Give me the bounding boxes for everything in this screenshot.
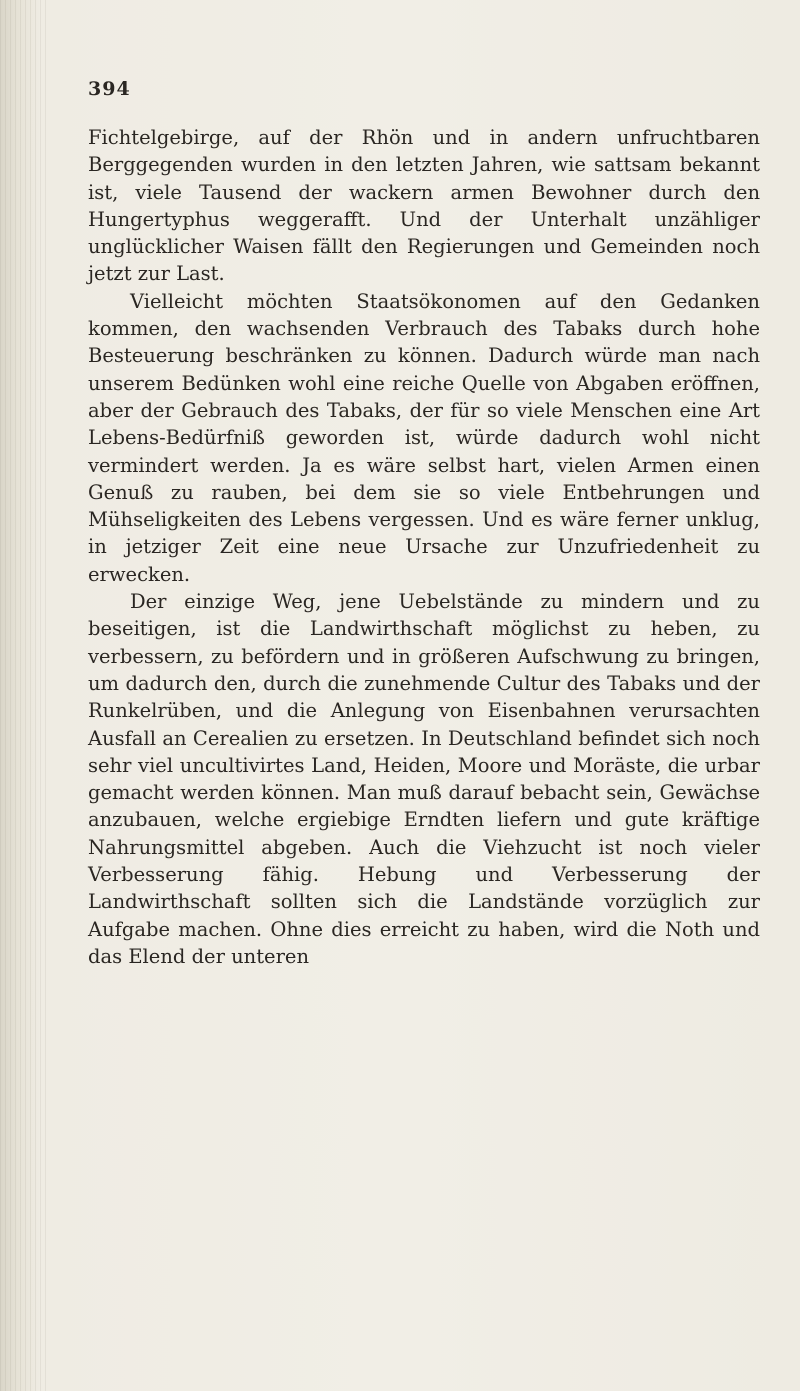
- paragraph-2: Vielleicht möchten Staatsökonomen auf den Gedanken kommen, den wachsenden Verbrauch des Tabaks durch hohe Besteuerung beschränken zu können. Dadurch würde man nach unserem Bedünken wohl eine reiche Quelle von Abgaben eröffnen, aber der Gebrauch des Tabaks, der für so viele Menschen eine Art Lebens-Bedürfniß geworden ist, würde dadurch wohl nicht vermindert werden. Ja es wäre selbst hart, vielen Armen einen Genuß zu rauben, bei dem sie so viele Entbehrungen und Mühseligkeiten des Lebens vergessen. Und es wäre ferner unklug, in jetziger Zeit eine neue Ursache zur Unzufriedenheit zu erwecken.: [88, 289, 760, 586]
- page-gutter: [0, 0, 46, 1391]
- paragraph-1: Fichtelgebirge, auf der Rhön und in andern unfruchtbaren Berggegenden wurden in den letzten Jahren, wie sattsam bekannt ist, viele Tausend der wackern armen Bewohner durch den Hungertyphus weggerafft. Und der Unterhalt unzähliger unglücklicher Waisen fällt den Regierungen und Gemeinden noch jetzt zur Last.: [88, 126, 760, 286]
- page-number: 394: [88, 78, 131, 100]
- paragraph-3: Der einzige Weg, jene Uebelstände zu mindern und zu beseitigen, ist die Landwirthschaft möglichst zu heben, zu verbessern, zu befördern und in größeren Aufschwung zu bringen, um dadurch den, durch die zunehmende Cultur des Tabaks und der Runkelrüben, und die Anlegung von Eisenbahnen verursachten Ausfall an Cerealien zu ersetzen. In Deutschland befindet sich noch sehr viel uncultivirtes Land, Heiden, Moore und Moräste, die urbar gemacht werden können. Man muß darauf bebacht sein, Gewächse anzubauen, welche ergiebige Erndten liefern und gute kräftige Nahrungsmittel abgeben. Auch die Viehzucht ist noch vieler Verbesserung fähig. Hebung und Verbesserung der Landwirthschaft sollten sich die Landstände vorzüglich zur Aufgabe machen. Ohne dies erreicht zu haben, wird die Noth und das Elend der unteren: [88, 590, 760, 968]
- body-text: [88, 124, 760, 970]
